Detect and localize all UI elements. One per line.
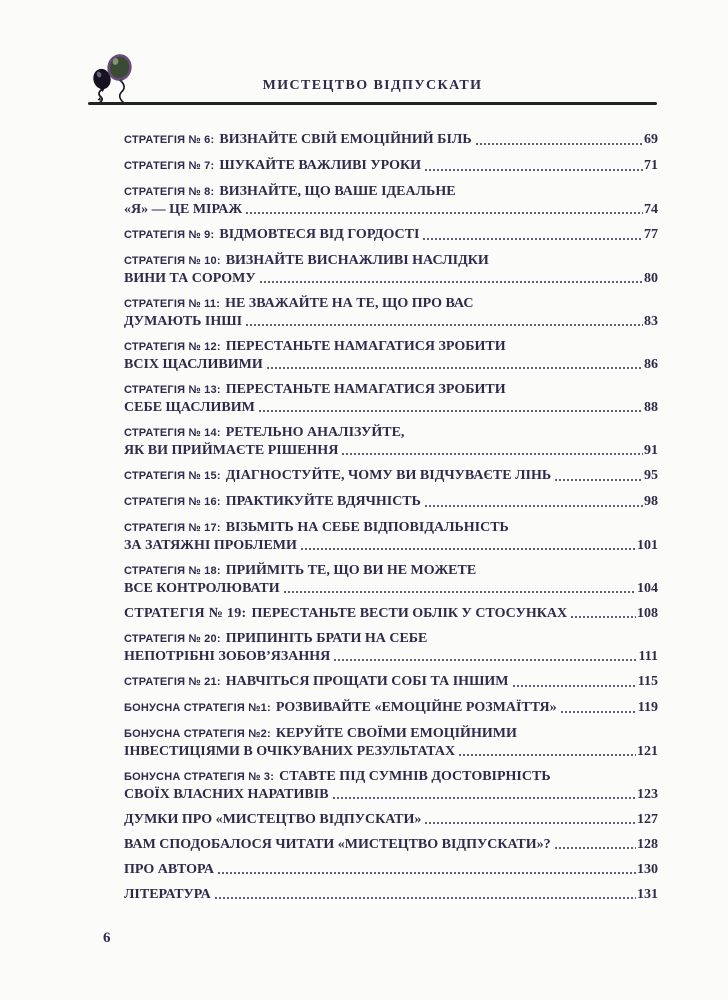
entry-title-line2: «Я» — ЦЕ МІРАЖ [124,202,243,217]
entry-page-number: 111 [638,649,658,664]
entry-prefix: СТРАТЕГІЯ № 6: [124,134,215,146]
entry-title-line1: ШУКАЙТЕ ВАЖЛИВІ УРОКИ [219,158,422,173]
entry-title-line2: ВСЕ КОНТРОЛЮВАТИ [124,581,280,596]
entry-line1 [124,811,658,828]
entry-line1 [124,295,658,313]
entry-prefix: СТРАТЕГІЯ № 12: [124,341,221,353]
entry-prefix: СТРАТЕГІЯ № 7: [124,160,215,172]
toc-entry [124,252,658,287]
entry-page-number: 104 [637,581,658,596]
entry-prefix: СТРАТЕГІЯ № 9: [124,229,215,241]
entry-prefix: СТРАТЕГІЯ № 8: [124,186,215,198]
entry-line2 [124,743,658,760]
entry-page-number: 77 [644,227,658,242]
toc-entry [124,861,658,878]
entry-title-line1: ПРИЙМІТЬ ТЕ, ЩО ВИ НЕ МОЖЕТЕ [225,563,477,578]
entry-line1 [124,157,658,175]
entry-page-number: 128 [637,837,658,852]
toc-entry [124,131,658,149]
entry-prefix: СТРАТЕГІЯ № 11: [124,298,221,310]
entry-page-number: 121 [637,744,658,759]
entry-page-number: 123 [637,787,658,802]
entry-title-line1: ПЕРЕСТАНЬТЕ НАМАГАТИСЯ ЗРОБИТИ [225,339,506,354]
entry-title-line2: ВИНИ ТА СОРОМУ [124,271,256,286]
entry-prefix: СТРАТЕГІЯ № 17: [124,522,221,534]
entry-dots-leader [554,846,636,850]
entry-prefix: СТРАТЕГІЯ № 16: [124,496,221,508]
entry-line2 [124,270,658,287]
toc-entry [124,157,658,175]
entry-title-line1: ВАМ СПОДОБАЛОСЯ ЧИТАТИ «МИСТЕЦТВО ВІДПУСКАТИ»? [124,837,551,852]
entry-line1 [124,183,658,201]
entry-title-line1: РОЗВИВАЙТЕ «ЕМОЦІЙНЕ РОЗМАЇТТЯ» [275,700,557,715]
entry-line1 [124,338,658,356]
entry-line2 [124,313,658,330]
entry-dots-leader [424,821,636,825]
entry-line2 [124,399,658,416]
entry-dots-leader [333,658,637,662]
toc-entry [124,725,658,760]
entry-prefix: СТРАТЕГІЯ № 15: [124,470,221,482]
entry-dots-leader [570,615,636,619]
entry-title-line1: ЛІТЕРАТУРА [124,887,211,902]
entry-dots-leader [259,280,643,284]
toc-entry [124,295,658,330]
entry-title-line1: НАВЧІТЬСЯ ПРОЩАТИ СОБІ ТА ІНШИМ [225,674,509,689]
entry-prefix: СТРАТЕГІЯ № 10: [124,255,221,267]
entry-dots-leader [341,452,643,456]
entry-page-number: 88 [644,400,658,415]
entry-title-line2: ВСІХ ЩАСЛИВИМИ [124,357,263,372]
entry-dots-leader [245,211,643,215]
entry-title-line1: ДУМКИ ПРО «МИСТЕЦТВО ВІДПУСКАТИ» [124,812,422,827]
entry-title-line1: ВІЗЬМІТЬ НА СЕБЕ ВІДПОВІДАЛЬНІСТЬ [225,520,509,535]
entry-dots-leader [424,168,643,172]
entry-line1 [124,562,658,580]
toc-entry [124,768,658,803]
entry-title-line1: СТАВТЕ ПІД СУМНІВ ДОСТОВІРНІСТЬ [279,769,551,784]
entry-dots-leader [458,753,636,757]
entry-title-line1: ПЕРЕСТАНЬТЕ НАМАГАТИСЯ ЗРОБИТИ [225,382,506,397]
entry-prefix: БОНУСНА СТРАТЕГІЯ №1: [124,702,271,714]
entry-line1 [124,861,658,878]
entry-dots-leader [475,142,643,146]
entry-page-number: 130 [637,862,658,877]
entry-page-number: 119 [637,700,658,715]
entry-title-line1: ПРАКТИКУЙТЕ ВДЯЧНІСТЬ [225,494,421,509]
entry-dots-leader [332,796,636,800]
entry-title-line1: КЕРУЙТЕ СВОЇМИ ЕМОЦІЙНИМИ [275,726,517,741]
footer-page-number: 6 [103,930,111,946]
entry-line1 [124,836,658,853]
toc-entry [124,836,658,853]
toc-entry [124,424,658,459]
entry-title-line2: ЯК ВИ ПРИЙМАЄТЕ РІШЕННЯ [124,443,339,458]
entry-prefix: СТРАТЕГІЯ № 13: [124,384,221,396]
toc-entry [124,226,658,244]
entry-title-line2: СЕБЕ ЩАСЛИВИМ [124,400,255,415]
toc-entry [124,493,658,511]
toc-entry [124,811,658,828]
entry-dots-leader [512,684,637,688]
entry-title-line1: НЕ ЗВАЖАЙТЕ НА ТЕ, ЩО ПРО ВАС [225,296,474,311]
toc-entry [124,630,658,665]
entry-page-number: 95 [644,468,658,483]
entry-line1 [124,725,658,743]
header-rule [88,102,657,105]
entry-title-line1: ВИЗНАЙТЕ СВІЙ ЕМОЦІЙНИЙ БІЛЬ [219,132,472,147]
entry-title-line2: ІНВЕСТИЦІЯМИ В ОЧІКУВАНИХ РЕЗУЛЬТАТАХ [124,744,456,759]
entry-title-line2: СВОЇХ ВЛАСНИХ НАРАТИВІВ [124,787,329,802]
entry-page-number: 83 [644,314,658,329]
entry-dots-leader [217,871,636,875]
toc-entry [124,519,658,554]
entry-page-number: 74 [644,202,658,217]
entry-dots-leader [424,504,643,508]
entry-title-line2: НЕПОТРІБНІ ЗОБОВ’ЯЗАННЯ [124,649,331,664]
toc-entry [124,886,658,903]
toc-entry [124,467,658,485]
entry-page-number: 115 [637,674,658,689]
entry-line1 [124,381,658,399]
toc-entry [124,338,658,373]
entry-title-line1: ПРО АВТОРА [124,862,214,877]
entry-line1 [124,673,658,691]
toc-list [124,131,658,911]
entry-title-line2: ДУМАЮТЬ ІНШІ [124,314,243,329]
toc-entry [124,381,658,416]
toc-entry [124,699,658,717]
entry-line2 [124,580,658,597]
entry-title-line2: ЗА ЗАТЯЖНІ ПРОБЛЕМИ [124,538,297,553]
entry-prefix: СТРАТЕГІЯ № 20: [124,633,221,645]
entry-line2 [124,201,658,218]
header-title: МИСТЕЦТВО ВІДПУСКАТИ [262,78,483,93]
entry-line1 [124,630,658,648]
entry-page-number: 69 [644,132,658,147]
entry-prefix: БОНУСНА СТРАТЕГІЯ №2: [124,728,271,740]
entry-prefix: СТРАТЕГІЯ № 14: [124,427,221,439]
entry-line1 [124,519,658,537]
entry-line2 [124,537,658,554]
entry-page-number: 131 [637,887,658,902]
toc-entry [124,562,658,597]
entry-dots-leader [245,323,643,327]
entry-page-number: 86 [644,357,658,372]
entry-line1 [124,424,658,442]
entry-page-number: 127 [637,812,658,827]
entry-page-number: 101 [637,538,658,553]
entry-title-line1: ПЕРЕСТАНЬТЕ ВЕСТИ ОБЛІК У СТОСУНКАХ [251,606,568,621]
page-header [88,50,657,106]
entry-title-line1: ВИЗНАЙТЕ ВИСНАЖЛИВІ НАСЛІДКИ [225,253,489,268]
entry-prefix: БОНУСНА СТРАТЕГІЯ № 3: [124,771,275,783]
entry-line1 [124,768,658,786]
entry-title-line1: РЕТЕЛЬНО АНАЛІЗУЙТЕ, [225,425,405,440]
entry-line1 [124,605,658,622]
entry-dots-leader [214,896,636,900]
entry-line1 [124,131,658,149]
entry-line2 [124,356,658,373]
entry-line1 [124,886,658,903]
entry-dots-leader [283,590,636,594]
entry-title-line1: ВИЗНАЙТЕ, ЩО ВАШЕ ІДЕАЛЬНЕ [219,184,456,199]
entry-title-line1: ДІАГНОСТУЙТЕ, ЧОМУ ВИ ВІДЧУВАЄТЕ ЛІНЬ [225,468,552,483]
entry-dots-leader [422,237,643,241]
entry-line2 [124,648,658,665]
entry-line1 [124,467,658,485]
entry-line1 [124,493,658,511]
entry-dots-leader [258,409,643,413]
entry-page-number: 98 [644,494,658,509]
entry-prefix: СТРАТЕГІЯ № 21: [124,676,221,688]
balloons-icon [88,52,142,105]
entry-line1 [124,252,658,270]
toc-entry [124,183,658,218]
entry-dots-leader [560,710,637,714]
entry-line2 [124,442,658,459]
entry-prefix: СТРАТЕГІЯ № 18: [124,565,221,577]
entry-line1 [124,226,658,244]
entry-prefix: СТРАТЕГІЯ № 19: [124,606,247,621]
entry-title-line1: ПРИПИНІТЬ БРАТИ НА СЕБЕ [225,631,428,646]
entry-page-number: 91 [644,443,658,458]
entry-dots-leader [300,547,636,551]
entry-line1 [124,699,658,717]
entry-dots-leader [266,366,643,370]
entry-dots-leader [554,478,643,482]
toc-entry [124,673,658,691]
entry-page-number: 80 [644,271,658,286]
entry-page-number: 71 [644,158,658,173]
entry-page-number: 108 [637,606,658,621]
toc-entry [124,605,658,622]
entry-title-line1: ВІДМОВТЕСЯ ВІД ГОРДОСТІ [219,227,420,242]
entry-line2 [124,786,658,803]
